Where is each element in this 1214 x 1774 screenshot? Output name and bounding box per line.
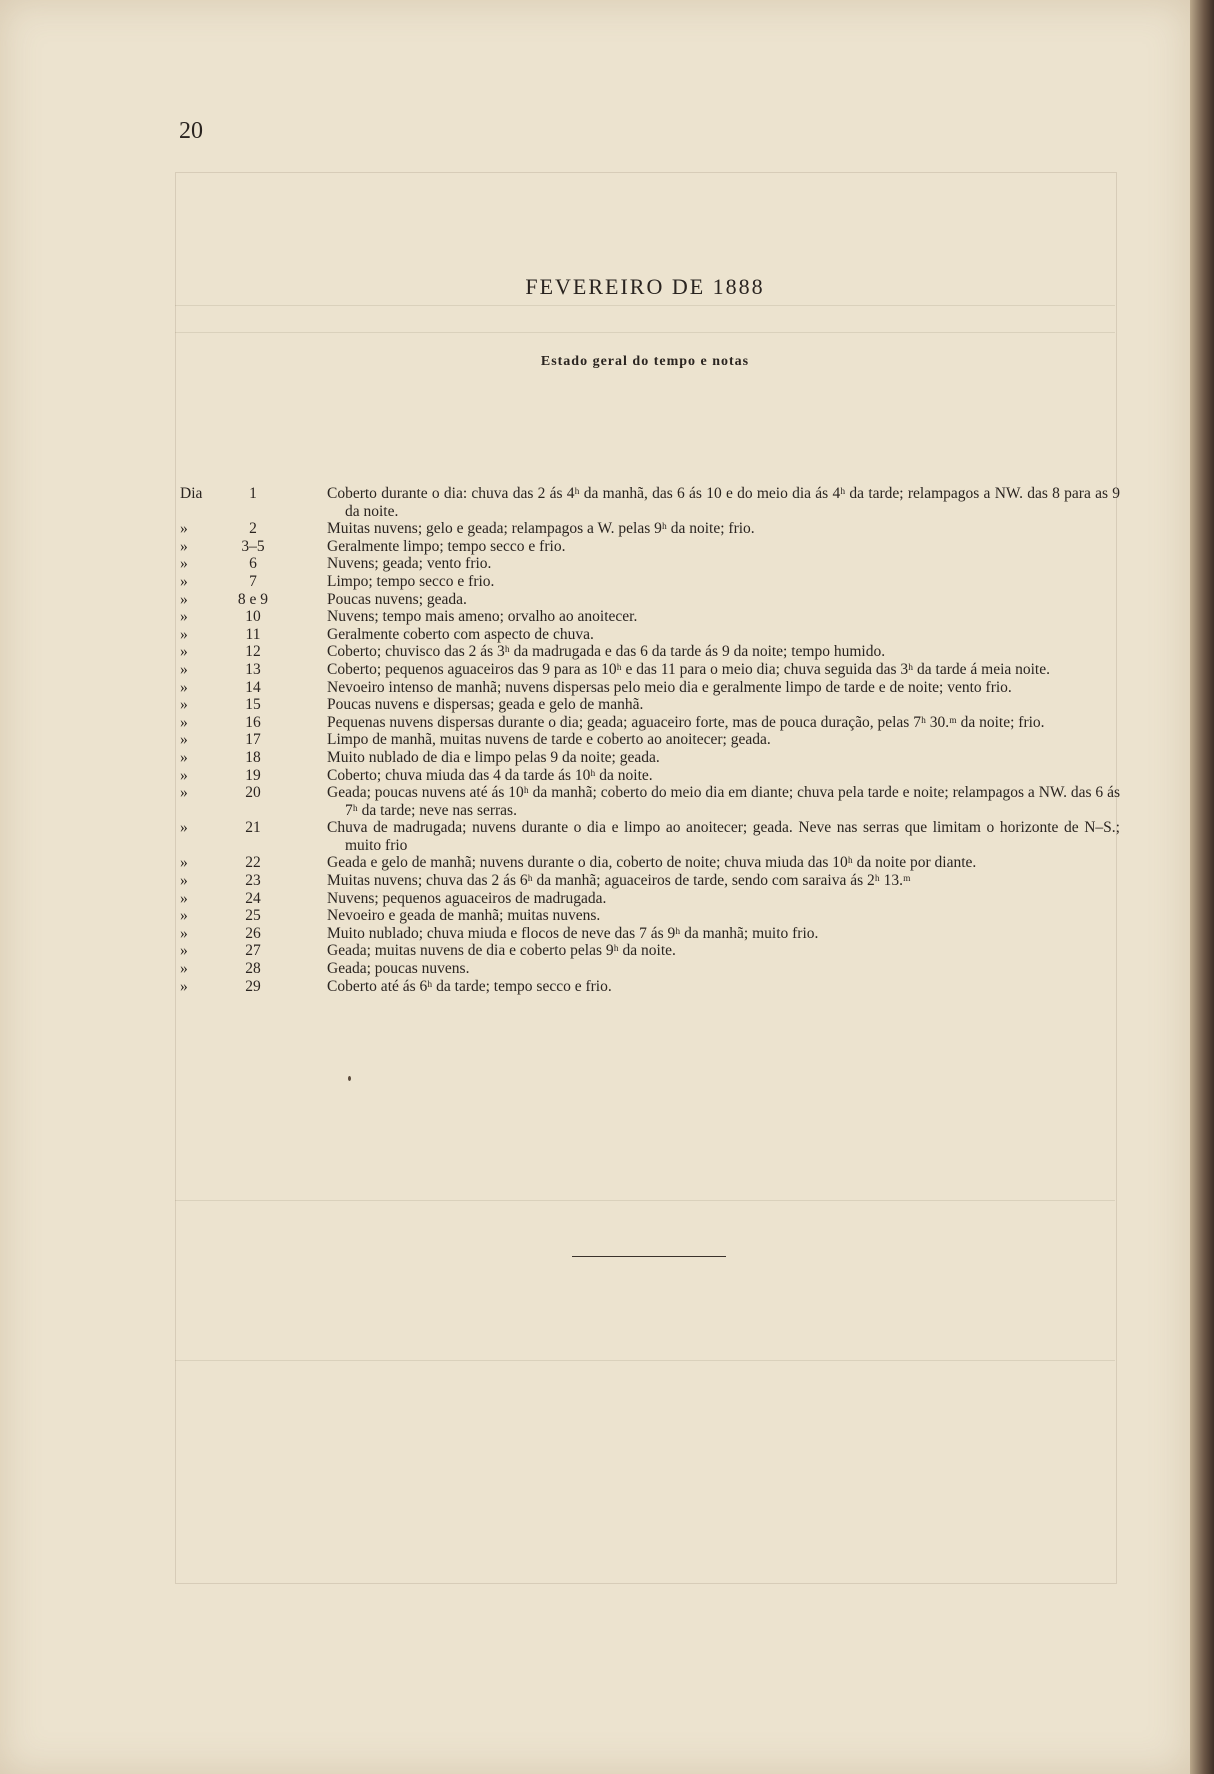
day-number: 20 <box>245 784 261 802</box>
weather-note: Muito nublado; chuva miuda e flocos de neve das 7 ás 9ʰ da manhã; muito frio. <box>327 924 819 942</box>
day-number: 8 e 9 <box>237 590 269 608</box>
day-number: 14 <box>245 678 261 696</box>
day-number: 27 <box>245 942 261 960</box>
list-item <box>178 573 1123 591</box>
day-label: » <box>180 572 188 590</box>
day-label: » <box>180 643 188 661</box>
list-item <box>178 978 1123 996</box>
show-through-rule <box>175 305 1115 306</box>
list-item <box>178 731 1123 749</box>
day-number: 3–5 <box>241 537 265 555</box>
weather-note: Nuvens; geada; vento frio. <box>327 555 492 573</box>
day-label: » <box>180 784 188 802</box>
section-subtitle: Estado geral do tempo e notas <box>540 354 750 369</box>
day-label: » <box>180 537 188 555</box>
weather-note: Geralmente coberto com aspecto de chuva. <box>327 625 594 643</box>
weather-note: Geada; poucas nuvens. <box>327 960 470 978</box>
weather-note: Nevoeiro e geada de manhã; muitas nuvens. <box>327 907 601 925</box>
list-item <box>178 749 1123 767</box>
weather-note: Muitas nuvens; chuva das 2 ás 6ʰ da manhã; aguaceiros de tarde, sendo com saraiva ás 2ʰ 13.ᵐ <box>327 872 911 890</box>
list-item <box>178 485 1123 520</box>
list-item <box>178 925 1123 943</box>
list-item <box>178 784 1123 819</box>
day-label: » <box>180 520 188 538</box>
day-label: » <box>180 942 188 960</box>
list-item <box>178 626 1123 644</box>
weather-note: Geralmente limpo; tempo secco e frio. <box>327 537 566 555</box>
day-label: » <box>180 678 188 696</box>
day-label: » <box>180 660 188 678</box>
day-number: 6 <box>249 555 257 573</box>
weather-note: Coberto até ás 6ʰ da tarde; tempo secco e frio. <box>327 977 612 995</box>
day-label: » <box>180 555 188 573</box>
list-item <box>178 819 1123 854</box>
ink-spot <box>348 1076 351 1081</box>
day-number: 29 <box>245 977 261 995</box>
day-number: 19 <box>245 766 261 784</box>
weather-note: Limpo; tempo secco e frio. <box>327 572 495 590</box>
day-label: » <box>180 889 188 907</box>
day-number: 21 <box>245 819 261 837</box>
list-item <box>178 890 1123 908</box>
list-item <box>178 854 1123 872</box>
day-number: 11 <box>245 625 261 643</box>
day-number: 7 <box>249 572 257 590</box>
day-label: » <box>180 907 188 925</box>
list-item <box>178 942 1123 960</box>
page-edge <box>1190 0 1214 1774</box>
day-number: 10 <box>245 608 261 626</box>
closing-rule <box>572 1256 726 1257</box>
day-number: 2 <box>249 520 257 538</box>
list-item <box>178 872 1123 890</box>
list-item <box>178 520 1123 538</box>
weather-note: Coberto; chuva miuda das 4 da tarde ás 10ʰ da noite. <box>327 766 653 784</box>
list-item <box>178 679 1123 697</box>
day-label: » <box>180 854 188 872</box>
day-number: 26 <box>245 924 261 942</box>
day-label: » <box>180 608 188 626</box>
day-label: Dia <box>180 485 203 502</box>
weather-note: Nuvens; tempo mais ameno; orvalho ao anoitecer. <box>327 608 638 626</box>
list-item <box>178 643 1123 661</box>
day-number: 22 <box>245 854 261 872</box>
day-number: 17 <box>245 731 261 749</box>
day-label: » <box>180 872 188 890</box>
weather-note: Pequenas nuvens dispersas durante o dia; geada; aguaceiro forte, mas de pouca duração, pelas 7ʰ 30.ᵐ da noite; frio. <box>327 713 1045 731</box>
list-item <box>178 907 1123 925</box>
weather-note: Poucas nuvens e dispersas; geada e gelo de manhã. <box>327 696 644 714</box>
show-through-rule <box>175 1200 1115 1201</box>
weather-notes-list <box>178 485 1123 995</box>
list-item <box>178 555 1123 573</box>
weather-note: Chuva de madrugada; nuvens durante o dia e limpo ao anoitecer; geada. Neve nas serras que limitam o horizonte de N–S.; muito frio <box>327 819 1120 854</box>
list-item <box>178 696 1123 714</box>
day-number: 23 <box>245 872 261 890</box>
day-label: » <box>180 977 188 995</box>
weather-note: Coberto; pequenos aguaceiros das 9 para as 10ʰ e das 11 para o meio dia; chuva seguida das 3ʰ da tarde á meia noite. <box>327 660 1050 678</box>
weather-note: Geada; poucas nuvens até ás 10ʰ da manhã; coberto do meio dia em diante; chuva pela tarde e noite; relampagos a NW. das 6 ás 7ʰ da tarde; neve nas serras. <box>327 784 1120 819</box>
day-number: 1 <box>249 485 257 502</box>
weather-note: Limpo de manhã, muitas nuvens de tarde e coberto ao anoitecer; geada. <box>327 731 771 749</box>
list-item <box>178 661 1123 679</box>
day-number: 13 <box>245 660 261 678</box>
page-title: FEVEREIRO DE 1888 <box>525 274 765 299</box>
list-item <box>178 767 1123 785</box>
day-number: 18 <box>245 748 261 766</box>
page-number: 20 <box>179 118 203 144</box>
day-label: » <box>180 960 188 978</box>
day-label: » <box>180 748 188 766</box>
list-item <box>178 608 1123 626</box>
list-item <box>178 960 1123 978</box>
day-number: 15 <box>245 696 261 714</box>
weather-note: Nevoeiro intenso de manhã; nuvens dispersas pelo meio dia e geralmente limpo de tarde e de noite; vento frio. <box>327 678 1012 696</box>
day-label: » <box>180 924 188 942</box>
list-item <box>178 538 1123 556</box>
show-through-rule <box>175 1360 1115 1361</box>
weather-note: Coberto durante o dia: chuva das 2 ás 4ʰ da manhã, das 6 ás 10 e do meio dia ás 4ʰ da tarde; relampagos a NW. das 8 para as 9 da noite. <box>327 485 1120 520</box>
list-item <box>178 714 1123 732</box>
weather-note: Geada e gelo de manhã; nuvens durante o dia, coberto de noite; chuva miuda das 10ʰ da noite por diante. <box>327 854 977 872</box>
show-through-rule <box>175 332 1115 333</box>
day-number: 28 <box>245 960 261 978</box>
day-label: » <box>180 731 188 749</box>
day-label: » <box>180 696 188 714</box>
list-item <box>178 591 1123 609</box>
day-label: » <box>180 625 188 643</box>
weather-note: Muito nublado de dia e limpo pelas 9 da noite; geada. <box>327 748 660 766</box>
day-label: » <box>180 819 188 837</box>
day-number: 16 <box>245 713 261 731</box>
day-number: 25 <box>245 907 261 925</box>
weather-note: Poucas nuvens; geada. <box>327 590 467 608</box>
day-label: » <box>180 590 188 608</box>
day-label: » <box>180 713 188 731</box>
day-label: » <box>180 766 188 784</box>
weather-note: Geada; muitas nuvens de dia e coberto pelas 9ʰ da noite. <box>327 942 676 960</box>
weather-note: Muitas nuvens; gelo e geada; relampagos a W. pelas 9ʰ da noite; frio. <box>327 520 755 538</box>
weather-note: Coberto; chuvisco das 2 ás 3ʰ da madrugada e das 6 da tarde ás 9 da noite; tempo humido. <box>327 643 886 661</box>
weather-note: Nuvens; pequenos aguaceiros de madrugada. <box>327 889 607 907</box>
day-number: 24 <box>245 889 261 907</box>
day-number: 12 <box>245 643 261 661</box>
